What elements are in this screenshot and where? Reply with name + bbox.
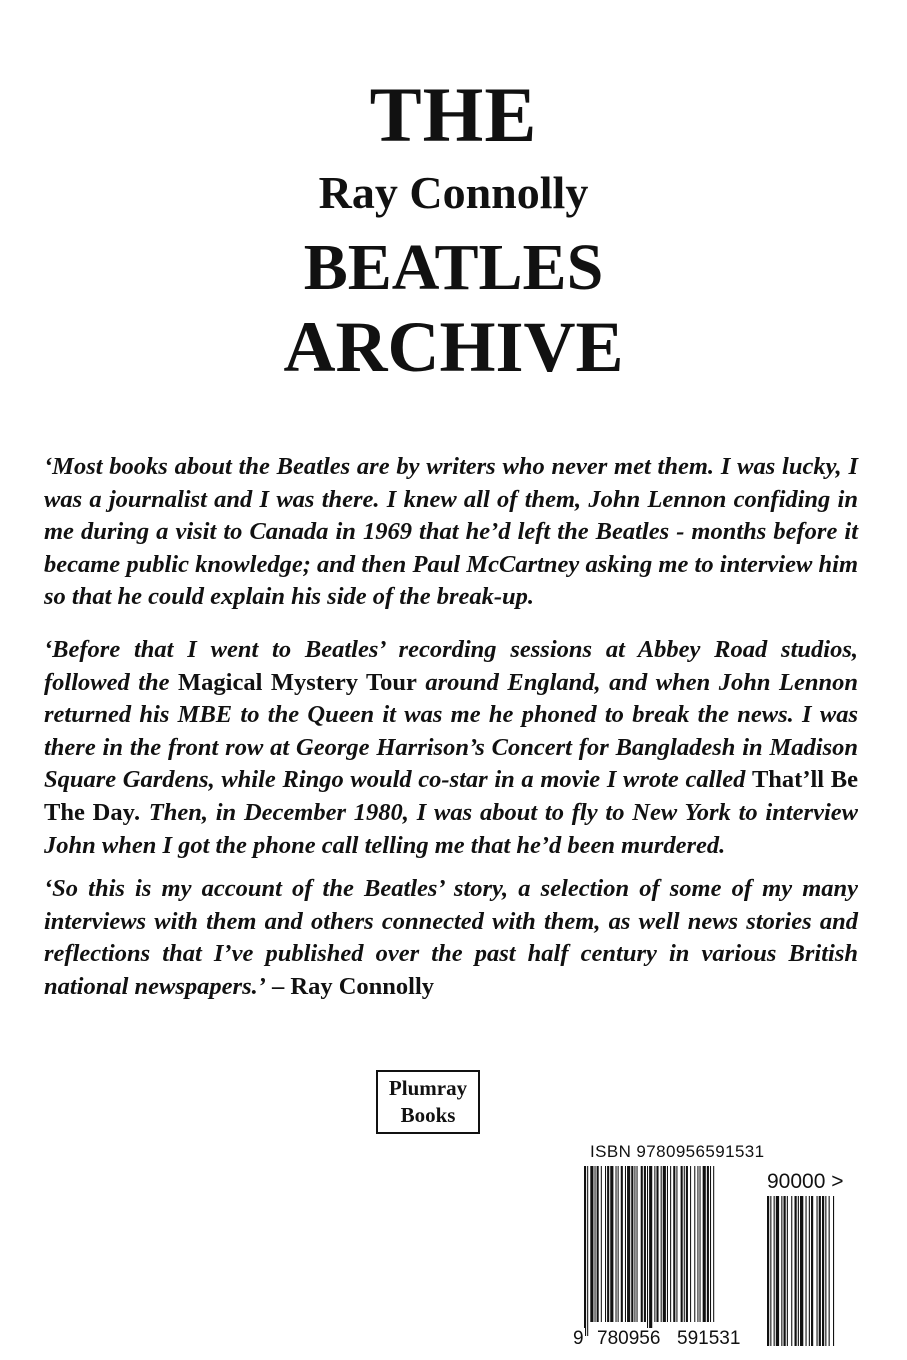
attribution: – Ray Connolly xyxy=(265,972,435,1000)
barcode-digit-group-2: 591531 xyxy=(677,1328,741,1349)
title-beatles: BEATLES xyxy=(303,231,604,304)
barcode-main-bars xyxy=(584,1166,756,1336)
barcode-addon-bars xyxy=(767,1196,839,1346)
blurb-paragraph-2: ‘Before that I went to Beatles’ recording sessions at Abbey Road studios, followed the Magical Mystery Tour around England, and when John Lennon returned his MBE to the Queen it was me he phoned to break the news. I was there in the front row at George Harrison’s Concert for Bangladesh in Madison Square Gardens, while Ringo would co-star in a movie I wrote called That’ll Be The Day. Then, in December 1980, I was about to fly to New York to interview John when I got the phone call telling me that he’d been murdered. xyxy=(44,636,858,859)
author-name: Ray Connolly xyxy=(318,167,589,218)
barcode xyxy=(572,1140,872,1355)
title-the: THE xyxy=(369,71,538,158)
title-archive: ARCHIVE xyxy=(283,307,624,387)
addon-code: 90000 > xyxy=(767,1170,844,1193)
blurb-paragraph-3: ‘So this is my account of the Beatles’ story, a selection of some of my many interviews with them and others connected with them, as well news stories and reflections that I’ve published over the past half century in various British national newspapers.’ – Ray Connolly xyxy=(44,875,858,1000)
barcode-digit-group-1: 780956 xyxy=(597,1328,661,1349)
publisher-line-1: Plumray xyxy=(388,1076,468,1100)
publisher-line-2: Books xyxy=(400,1103,456,1127)
title-magical-mystery-tour: Magical Mystery Tour xyxy=(178,668,417,696)
isbn-label: ISBN 9780956591531 xyxy=(590,1142,765,1161)
blurb-paragraph-1: ‘Most books about the Beatles are by writers who never met them. I was lucky, I was a journalist and I was there. I knew all of them, John Lennon confiding in me during a visit to Canada in 1969 that he’d left the Beatles - months before it became public knowledge; and then Paul McCartney asking me to interview him so that he could explain his side of the break-up. xyxy=(44,453,858,611)
publisher-logo xyxy=(376,1070,480,1134)
barcode-digit-first: 9 xyxy=(573,1328,584,1349)
title-thatll-be-the-day: That’ll Be The Day xyxy=(44,766,858,826)
